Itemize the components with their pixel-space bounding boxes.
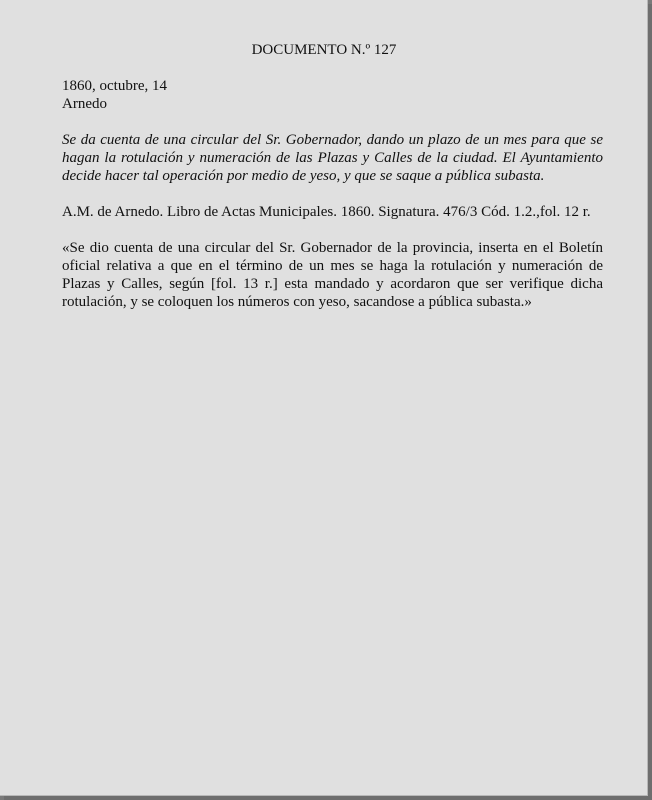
page-shadow-bottom — [4, 796, 652, 800]
document-source: A.M. de Arnedo. Libro de Actas Municipales. 1860. Signatura. 476/3 Cód. 1.2.,fol. 12 r. — [62, 204, 591, 220]
document-place: Arnedo — [62, 96, 107, 112]
document-date: 1860, octubre, 14 — [62, 78, 167, 94]
document-summary: Se da cuenta de una circular del Sr. Gobernador, dando un plazo de un mes para que se hagan la rotulación y numeración de las Plazas y Calles de la ciudad. El Ayuntamiento decide hacer tal operación por medio de yeso, y que se saque a pública subasta. — [62, 132, 603, 184]
document-title: DOCUMENTO N.º 127 — [251, 42, 397, 58]
document-transcription: «Se dio cuenta de una circular del Sr. Gobernador de la provincia, inserta en el Boletín oficial relativa a que en el término de un mes se haga la rotulación y numeración de Plazas y Calles, según [fol. 13 r.] esta mandado y acordaron que ser verifique dicha rotulación, y se coloquen los números con yeso, sacandose a pública subasta.» — [62, 240, 603, 310]
page-shadow-right — [648, 4, 652, 800]
